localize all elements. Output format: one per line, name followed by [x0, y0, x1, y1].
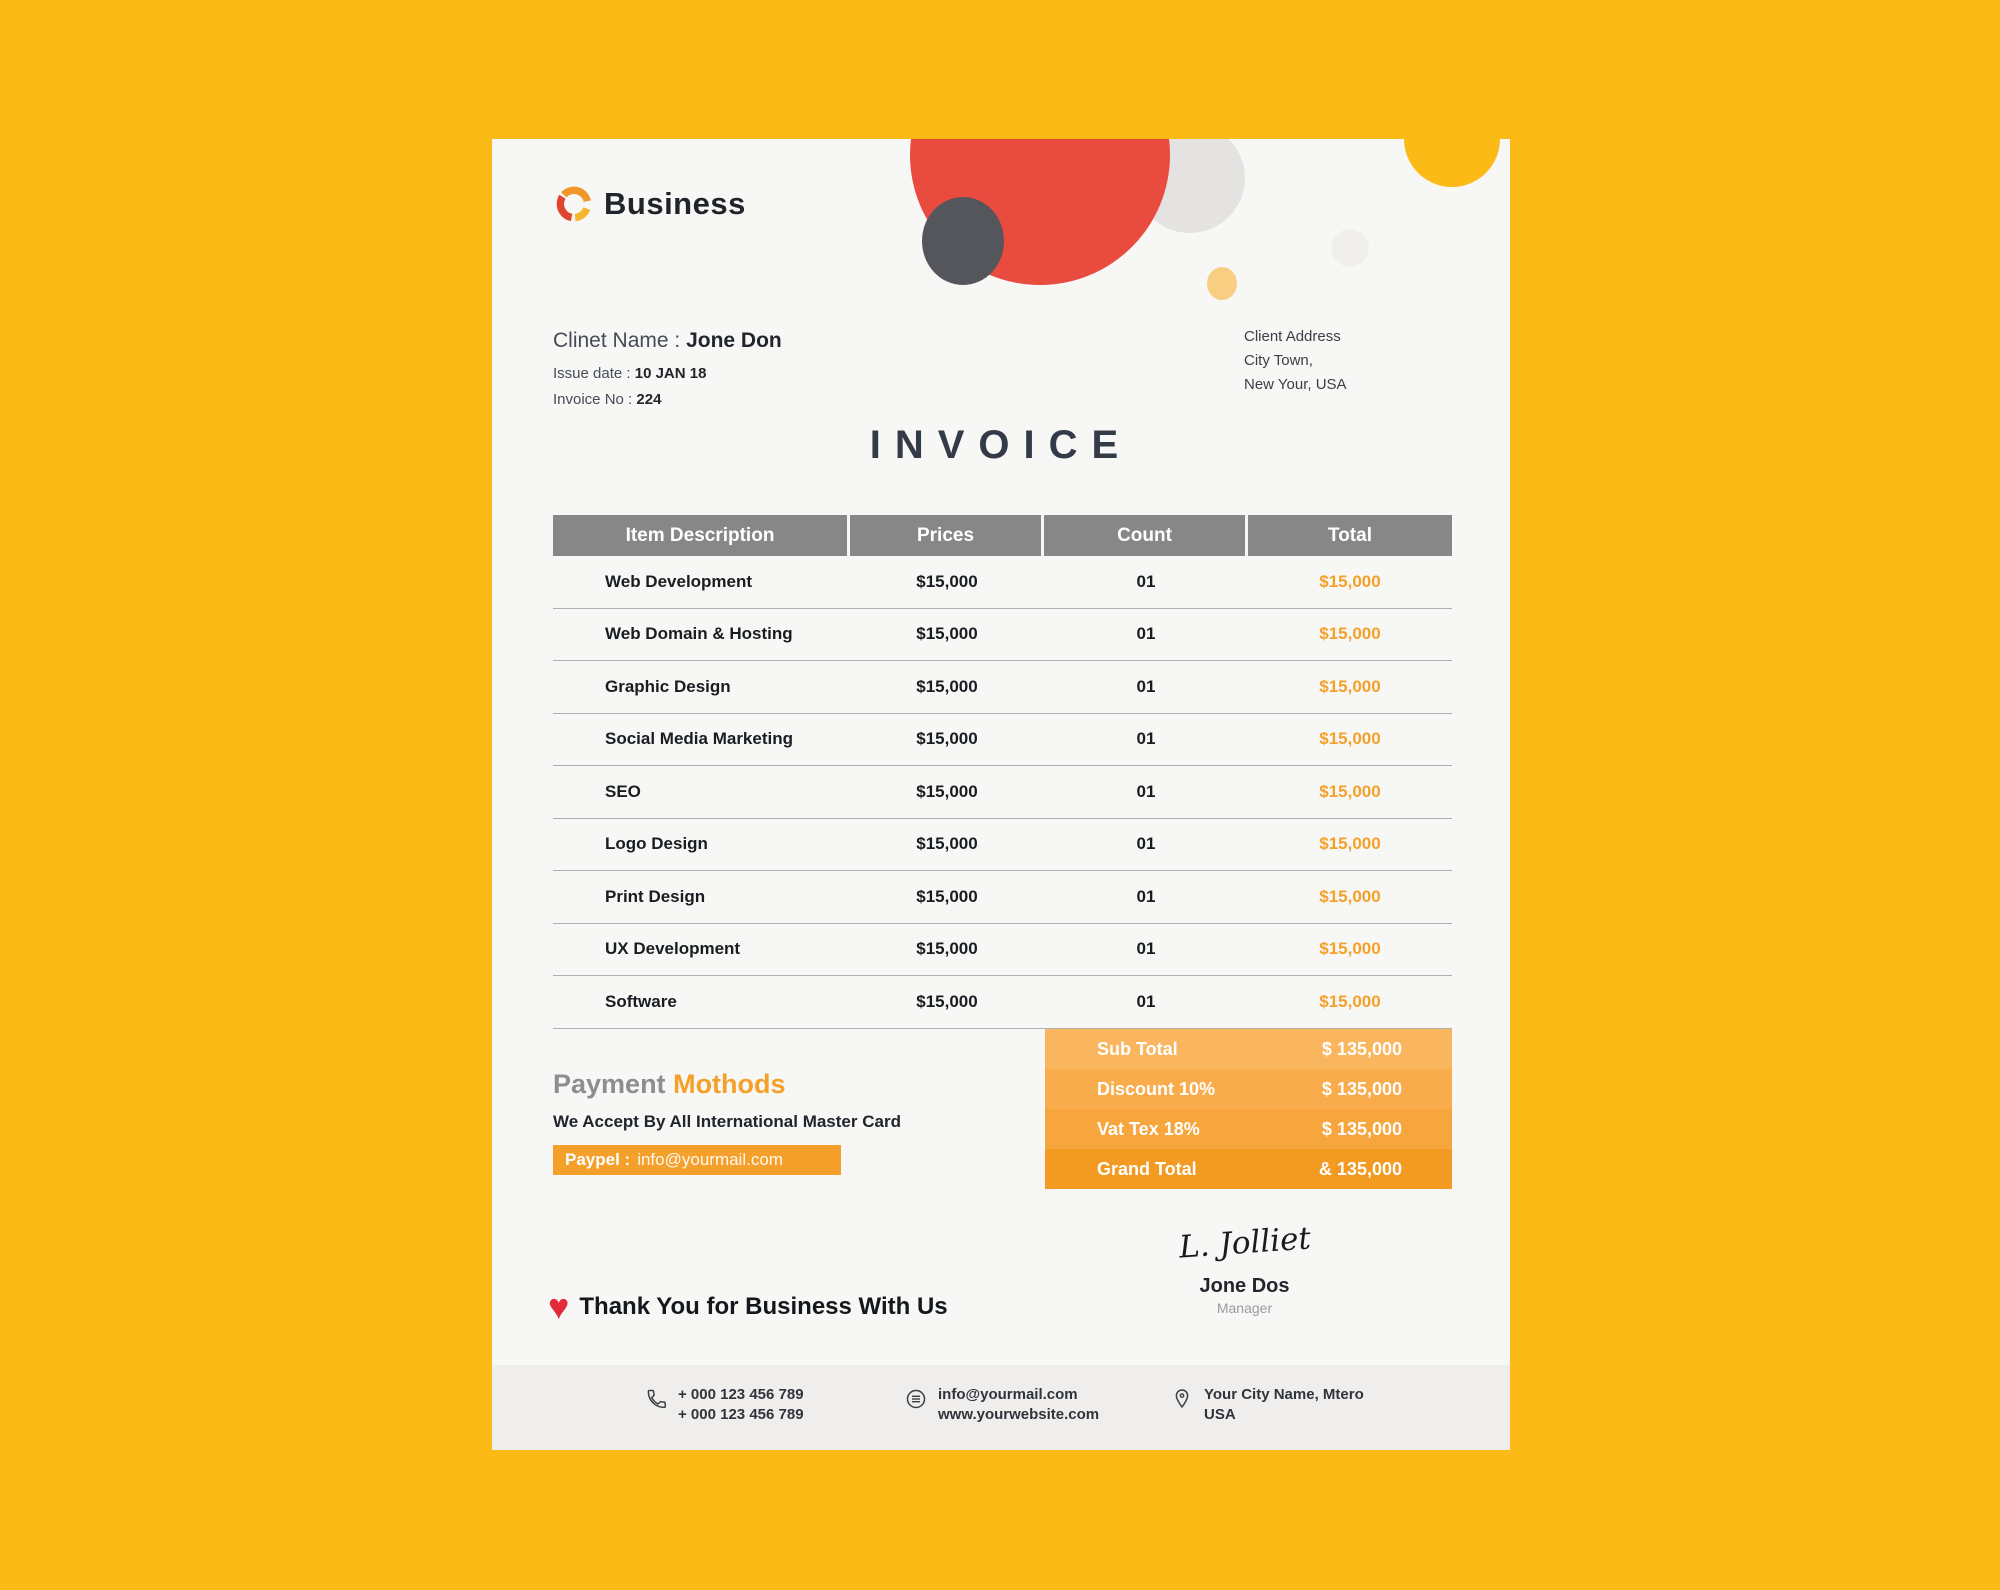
cell-item-description: Software	[605, 991, 677, 1011]
page-title: INVOICE	[869, 423, 1133, 467]
phone-icon	[644, 1387, 668, 1411]
decor-dot-gold	[1207, 267, 1237, 300]
cell-total: $15,000	[1319, 781, 1381, 801]
table-body	[553, 556, 1452, 1029]
email-line: info@yourmail.com	[938, 1386, 1078, 1403]
footer-location-lines	[1204, 1385, 1364, 1425]
footer-phone-lines	[678, 1385, 804, 1425]
client-name-label: Clinet Name :	[553, 329, 681, 352]
signature-block	[1132, 1220, 1357, 1316]
table-row	[553, 609, 1452, 662]
totals-value: $ 135,000	[1321, 1078, 1402, 1099]
cell-count: 01	[1136, 834, 1156, 854]
table-row	[553, 924, 1452, 977]
cell-price: $15,000	[916, 886, 978, 906]
signer-role: Manager	[1216, 1300, 1273, 1316]
cell-count: 01	[1136, 729, 1156, 749]
website-line: www.yourwebsite.com	[938, 1406, 1100, 1423]
paypal-label: Paypel :	[565, 1150, 631, 1169]
table-row	[553, 556, 1452, 609]
cell-price: $15,000	[916, 571, 978, 591]
client-address	[1244, 325, 1347, 397]
phone-line: + 000 123 456 789	[678, 1406, 804, 1423]
totals-label: Sub Total	[1097, 1038, 1178, 1059]
cell-total: $15,000	[1319, 991, 1381, 1011]
client-name-value: Jone Don	[686, 329, 782, 352]
cell-count: 01	[1136, 991, 1156, 1011]
cell-total: $15,000	[1319, 624, 1381, 644]
client-name-line	[553, 329, 782, 353]
totals-row	[1045, 1069, 1452, 1109]
totals-row	[1045, 1109, 1452, 1149]
column-header-count: Count	[1044, 515, 1248, 556]
footer-web-lines	[938, 1385, 1099, 1425]
footer-web	[904, 1385, 1099, 1425]
thank-you-text: Thank You for Business With Us	[579, 1293, 948, 1320]
cell-price: $15,000	[916, 834, 978, 854]
payment-title-gray: Payment	[553, 1069, 666, 1099]
signature-script: L. Jolliet	[1177, 1220, 1312, 1266]
cell-count: 01	[1136, 676, 1156, 696]
payment-methods	[553, 1069, 901, 1175]
cell-total: $15,000	[1319, 834, 1381, 854]
heart-icon: ♥	[548, 1286, 570, 1327]
table-row	[553, 766, 1452, 819]
invoice-no-label: Invoice No :	[553, 391, 633, 408]
cell-count: 01	[1136, 571, 1156, 591]
cell-price: $15,000	[916, 676, 978, 696]
cell-total: $15,000	[1319, 571, 1381, 591]
cell-item-description: Web Domain & Hosting	[605, 624, 793, 644]
location-line: Your City Name, Mtero	[1204, 1386, 1364, 1403]
cell-total: $15,000	[1319, 939, 1381, 959]
totals-label: Grand Total	[1097, 1158, 1197, 1179]
cell-total: $15,000	[1319, 886, 1381, 906]
paypal-email: info@yourmail.com	[637, 1150, 783, 1169]
table-row	[553, 661, 1452, 714]
cell-item-description: SEO	[605, 781, 641, 801]
client-info	[553, 329, 782, 408]
decor-dot-pale	[1331, 229, 1369, 267]
decor-circle-dark	[922, 197, 1004, 285]
cell-total: $15,000	[1319, 729, 1381, 749]
issue-date-value: 10 JAN 18	[634, 365, 707, 382]
cell-price: $15,000	[916, 624, 978, 644]
brand-ring-icon	[553, 183, 595, 225]
cell-price: $15,000	[916, 939, 978, 959]
invoice-no-line	[553, 391, 782, 408]
totals-value: & 135,000	[1318, 1158, 1402, 1179]
address-line: New Your, USA	[1244, 376, 1347, 393]
footer-phone	[644, 1385, 804, 1425]
cell-count: 01	[1136, 939, 1156, 959]
footer	[492, 1365, 1510, 1450]
email-icon	[904, 1387, 928, 1411]
cell-item-description: Social Media Marketing	[605, 729, 793, 749]
cell-item-description: Web Development	[605, 571, 753, 591]
decor-semicircle-yellow	[1404, 139, 1500, 187]
totals-row	[1045, 1149, 1452, 1189]
thank-you-row	[548, 1286, 948, 1327]
address-line: City Town,	[1244, 352, 1313, 369]
payment-title-orange: Mothods	[673, 1069, 786, 1099]
cell-count: 01	[1136, 624, 1156, 644]
brand-name: Business	[604, 186, 746, 221]
invoice-no-value: 224	[636, 391, 662, 408]
cell-item-description: Graphic Design	[605, 676, 731, 696]
cell-price: $15,000	[916, 781, 978, 801]
footer-location	[1170, 1385, 1364, 1425]
signer-name: Jone Dos	[1199, 1275, 1290, 1297]
payment-title	[553, 1069, 901, 1100]
cell-price: $15,000	[916, 729, 978, 749]
table-row	[553, 976, 1452, 1029]
column-header-item-description: Item Description	[553, 515, 850, 556]
table-row	[553, 819, 1452, 872]
totals-value: $ 135,000	[1321, 1038, 1402, 1059]
column-header-prices: Prices	[850, 515, 1044, 556]
table-row	[553, 871, 1452, 924]
totals-label: Discount 10%	[1097, 1078, 1216, 1099]
cell-item-description: UX Development	[605, 939, 741, 959]
invoice-page	[492, 139, 1510, 1450]
issue-date-label: Issue date :	[553, 365, 631, 382]
brand-logo	[553, 183, 746, 225]
totals-value: $ 135,000	[1321, 1118, 1402, 1139]
column-header-total: Total	[1248, 515, 1452, 556]
location-line: USA	[1204, 1406, 1236, 1423]
table-header	[553, 515, 1452, 556]
cell-count: 01	[1136, 781, 1156, 801]
issue-date-line	[553, 365, 782, 382]
totals-summary	[1045, 1029, 1452, 1189]
cell-count: 01	[1136, 886, 1156, 906]
items-table	[553, 515, 1452, 1029]
payment-subtitle: We Accept By All International Master Card	[553, 1112, 901, 1131]
totals-label: Vat Tex 18%	[1097, 1118, 1200, 1139]
cell-price: $15,000	[916, 991, 978, 1011]
phone-line: + 000 123 456 789	[678, 1386, 804, 1403]
location-pin-icon	[1170, 1387, 1194, 1411]
cell-item-description: Logo Design	[605, 834, 708, 854]
totals-row	[1045, 1029, 1452, 1069]
address-line: Client Address	[1244, 328, 1341, 345]
cell-total: $15,000	[1319, 676, 1381, 696]
cell-item-description: Print Design	[605, 886, 706, 906]
table-row	[553, 714, 1452, 767]
paypal-bar	[553, 1145, 841, 1175]
